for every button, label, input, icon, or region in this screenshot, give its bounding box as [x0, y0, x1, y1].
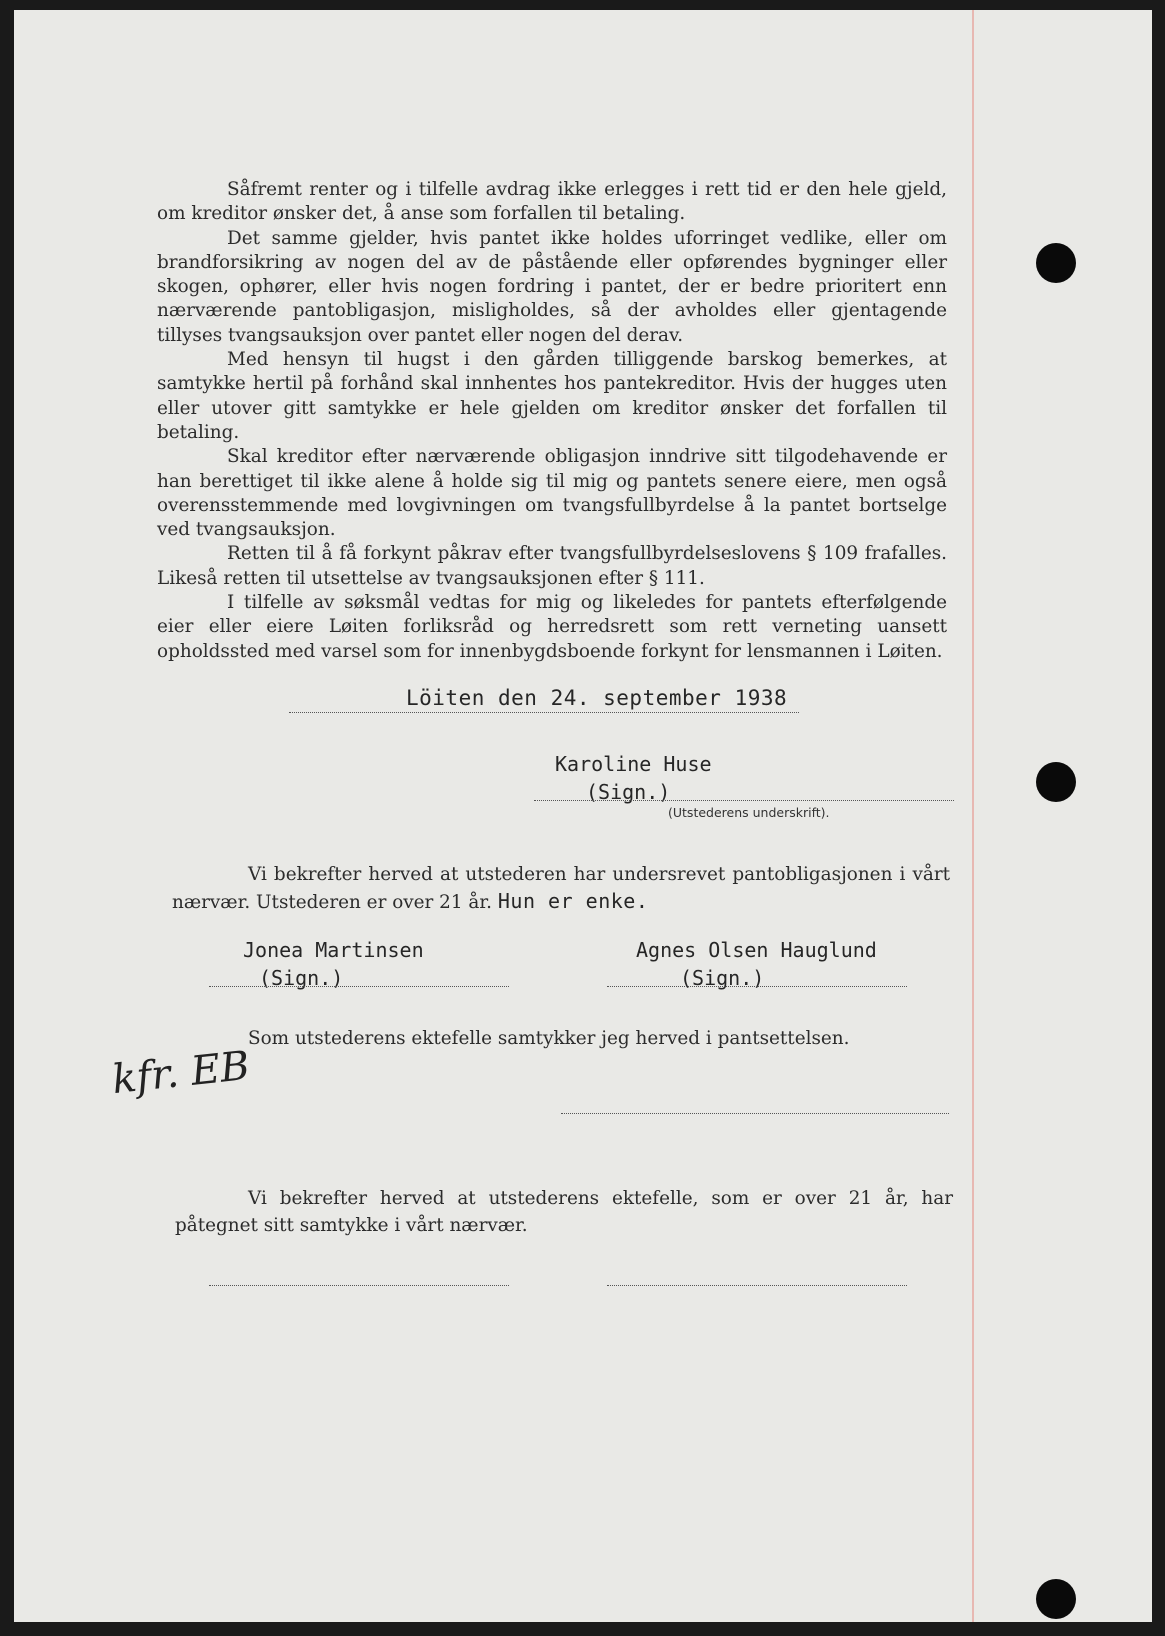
place-date: Löiten den 24. september 1938	[406, 686, 788, 710]
date-dotted-line	[289, 712, 799, 713]
terms-paragraph: Det samme gjelder, hvis pantet ikke holdes uforringet vedlike, eller om brandforsikring av nogen del av de påstående eller opførendes bygninger eller skogen, ophører, eller hvis nogen fordring i pantet, der er bedre prioritert enn nærværende pantobligasjon, misligholdes, så der avholdes eller gjentagende tillyses tvangsauksjon over pantet eller nogen del derav.	[157, 227, 947, 346]
spouse-witness-text: Vi bekrefter herved at utstederens ektefelle, som er over 21 år, har påtegnet sitt samtykke i vårt nærvær.	[175, 1188, 953, 1236]
issuer-signature-line	[534, 800, 954, 801]
spouse-witness-2-line	[607, 1285, 907, 1286]
witness-1-sign: (Sign.)	[259, 966, 344, 990]
document-page	[14, 10, 1152, 1622]
terms-paragraph: I tilfelle av søksmål vedtas for mig og likeledes for pantets efterfølgende eier eller eiere Løiten forliksråd og herredsrett som rett verneting uansett opholdssted med varsel som for innenbygdsboende forkynt for lensmannen i Løiten.	[157, 592, 947, 662]
issuer-signature-caption: (Utstederens underskrift).	[668, 805, 830, 820]
terms-paragraph: Skal kreditor efter nærværende obligasjon inndrive sitt tilgodehavende er han berettiget til ikke alene å holde sig til mig og pantets senere eiere, men også overensstemmende med lovgivningen om tvangsfullbyrdelse å la pantet bortselge ved tvangsauksjon.	[157, 446, 947, 541]
issuer-sign: (Sign.)	[586, 780, 671, 804]
witness-2-signature-line	[607, 986, 907, 987]
witness-1-name: Jonea Martinsen	[243, 938, 424, 962]
terms-paragraph: Retten til å få forkynt påkrav efter tvangsfullbyrdelseslovens § 109 frafalles. Likeså retten til utsettelse av tvangsauksjonen efter § 111.	[157, 543, 947, 589]
handwritten-note: kfr. EB	[109, 1042, 252, 1104]
terms-paragraph: Med hensyn til hugst i den gården tilliggende barskog bemerkes, at samtykke hertil på forhånd skal innhentes hos pantekreditor. Hvis der hugges uten eller utover gitt samtykke er hele gjelden om kreditor ønsker det forfallen til betaling.	[157, 349, 947, 443]
witness-2-sign: (Sign.)	[680, 966, 765, 990]
punch-hole	[1036, 762, 1076, 802]
punch-hole	[1036, 1579, 1076, 1619]
spouse-signature-line	[561, 1113, 949, 1114]
terms-paragraph: Såfremt renter og i tilfelle avdrag ikke erlegges i rett tid er den hele gjeld, om kreditor ønsker det, å anse som forfallen til betaling.	[157, 179, 947, 225]
witness-statement	[172, 862, 950, 916]
spouse-witness-statement	[175, 1185, 953, 1239]
issuer-name: Karoline Huse	[555, 752, 712, 776]
witness-statement-printed: Vi bekrefter herved at utstederen har undersrevet pantobligasjonen i vårt nærvær. Utstederen er over 21 år.	[172, 864, 950, 913]
spouse-witness-1-line	[209, 1285, 509, 1286]
witness-1-signature-line	[209, 986, 509, 987]
witness-2-name: Agnes Olsen Hauglund	[636, 938, 877, 962]
margin-rule	[972, 10, 974, 1622]
spouse-consent: Som utstederens ektefelle samtykker jeg herved i pantsettelsen.	[248, 1028, 850, 1049]
mortgage-terms	[157, 178, 947, 664]
punch-hole	[1036, 243, 1076, 283]
witness-statement-typed: Hun er enke.	[497, 889, 649, 913]
